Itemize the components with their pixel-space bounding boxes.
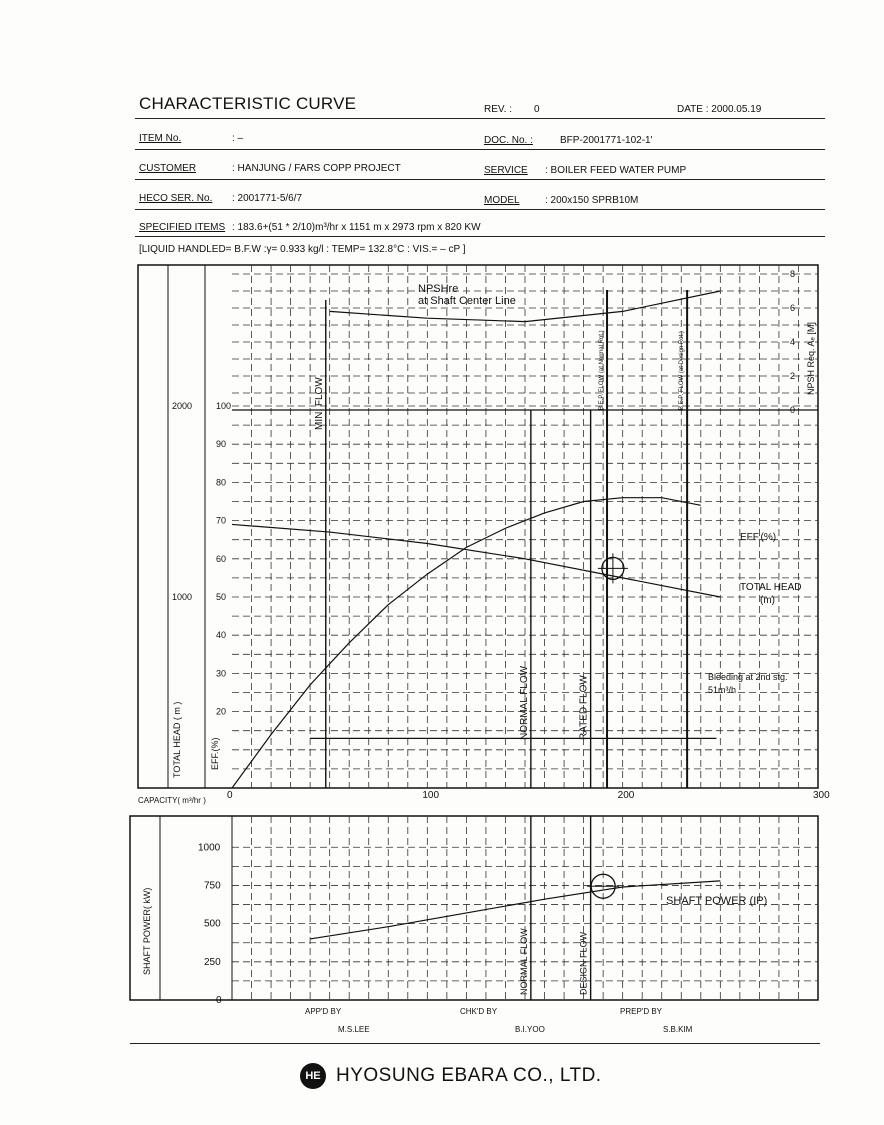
flow-marker-label: MIN. FLOW <box>313 377 325 430</box>
head-tick-label: 1000 <box>172 592 193 602</box>
power-flow-label: DESIGN FLOW <box>578 931 589 995</box>
company-name: HYOSUNG EBARA CO., LTD. <box>336 1065 602 1086</box>
x-tick-label: 300 <box>813 790 830 801</box>
eff-tick-label: 30 <box>216 668 227 679</box>
eff-axis-label: EFF.(%) <box>210 737 220 770</box>
x-axis-label: CAPACITY( m³/hr ) <box>138 796 206 805</box>
eff-tick-label: 90 <box>216 439 227 450</box>
power-annotation: SHAFT POWER (IP) <box>666 895 768 907</box>
heco-value: : 2001771-5/6/7 <box>232 193 303 204</box>
power-chart-frame <box>130 816 818 1000</box>
power-axis-label: SHAFT POWER( kW) <box>142 887 152 975</box>
model-value: : 200x150 SPRB10M <box>545 195 639 206</box>
head-annotation: (m) <box>760 595 775 606</box>
eff-tick-label: 50 <box>216 592 227 602</box>
eff-tick-label: 100 <box>216 401 232 411</box>
liquid-line: [LIQUID HANDLED= B.F.W :γ= 0.933 kg/l : TEMP= 132.8°C : VIS.= – cP ] <box>139 244 466 255</box>
company-footer <box>300 1063 602 1089</box>
x-tick-label: 100 <box>422 790 440 801</box>
page-title: CHARACTERISTIC CURVE <box>139 94 357 113</box>
service-value: : BOILER FEED WATER PUMP <box>545 165 687 176</box>
flow-marker-label: RATED FLOW <box>578 675 590 740</box>
power-tick-label: 250 <box>204 956 221 968</box>
npsh-tick-label: 4 <box>790 337 796 347</box>
chkd-name: B.I.YOO <box>515 1025 545 1034</box>
head-annotation: TOTAL HEAD <box>740 582 802 593</box>
chkd-label: CHK'D BY <box>460 1007 498 1016</box>
eff-tick-label: 60 <box>216 553 227 564</box>
npsh-annotation: NPSHre <box>418 283 459 295</box>
power-flow-label: NORMAL FLOW <box>518 928 529 995</box>
eff-tick-label: 70 <box>216 515 227 526</box>
eff-tick-label: 40 <box>216 630 227 641</box>
bleeding-annotation: Bleeding at 2nd stg. <box>708 672 788 682</box>
eff-annotation: EFF.(%) <box>740 532 777 543</box>
npsh-annotation: at Shaft Center Line <box>418 295 516 307</box>
x-tick-label: 200 <box>617 790 635 801</box>
flow-marker-label: NORMAL FLOW <box>518 665 530 740</box>
footer-rule <box>130 1043 820 1044</box>
customer-label: CUSTOMER <box>139 163 197 174</box>
service-label: SERVICE <box>484 165 528 176</box>
npsh-tick-label: 6 <box>790 303 796 313</box>
npsh-tick-label: 2 <box>790 371 796 381</box>
head-curve <box>232 524 720 597</box>
appd-name: M.S.LEE <box>338 1025 370 1034</box>
appd-label: APP'D BY <box>305 1007 342 1016</box>
item-value: : – <box>232 133 244 144</box>
eff-tick-label: 20 <box>216 706 227 717</box>
item-label: ITEM No. <box>139 133 182 144</box>
power-tick-label: 1000 <box>198 842 221 854</box>
date-label: DATE : 2000.05.19 <box>677 104 762 115</box>
specified-value: : 183.6+(51 * 2/10)m³/hr x 1151 m x 2973 rpm x 820 KW <box>232 222 481 233</box>
specified-label: SPECIFIED ITEMS <box>139 222 226 233</box>
rev-label: REV. : <box>484 104 512 115</box>
prepd-label: PREP'D BY <box>620 1007 662 1016</box>
bleeding-annotation: 51m³/h <box>708 685 737 695</box>
company-logo-icon: HE <box>300 1063 326 1089</box>
doc-value: BFP-2001771-102-1' <box>560 135 653 146</box>
power-tick-label: 0 <box>216 995 222 1006</box>
power-tick-label: 500 <box>204 918 221 930</box>
head-axis-label: TOTAL HEAD ( m ) <box>172 701 182 778</box>
head-tick-label: 2000 <box>172 401 193 411</box>
bep-normal-label: B.E.P. FLOW (at Normal Rot.) <box>599 330 606 410</box>
doc-label: DOC. No. : <box>484 135 533 146</box>
x-tick-label: 0 <box>227 790 233 801</box>
npsh-tick-label: 0 <box>790 405 796 415</box>
npsh-tick-label: 8 <box>790 269 796 279</box>
power-tick-label: 750 <box>204 880 221 892</box>
main-chart-frame <box>138 265 818 788</box>
prepd-name: S.B.KIM <box>663 1025 693 1034</box>
npsh-axis-label: NPSH Req. Aₑ [M] <box>806 322 816 395</box>
customer-value: : HANJUNG / FARS COPP PROJECT <box>232 163 401 174</box>
rev-value: 0 <box>534 104 540 115</box>
power-curve <box>310 881 720 939</box>
heco-label: HECO SER. No. <box>139 193 213 204</box>
eff-tick-label: 80 <box>216 477 227 488</box>
model-label: MODEL <box>484 195 520 206</box>
bep-design-label: B.E.P. FLOW (at Design Rot.) <box>679 331 686 410</box>
npsh-curve <box>330 291 721 322</box>
